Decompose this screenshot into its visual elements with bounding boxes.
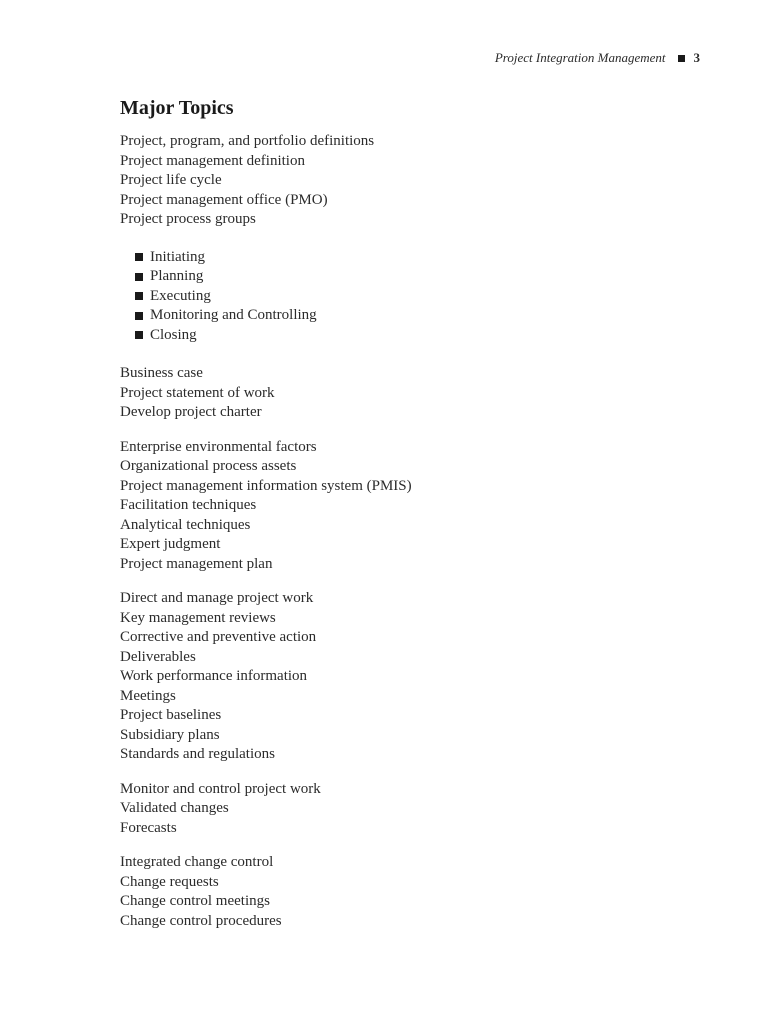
page-content (120, 96, 720, 946)
page-number: 3 (693, 50, 700, 65)
bullet-item (135, 267, 720, 287)
topic-item: Change requests (120, 873, 219, 890)
topic-item: Work performance information (120, 668, 308, 684)
bullet-label: Monitoring and Controlling (150, 307, 317, 323)
topic-item: Change control meetings (120, 893, 270, 909)
page-title: Major Topics (120, 97, 234, 119)
topic-item: Monitor and control project work (120, 780, 321, 797)
topic-item: Analytical techniques (120, 516, 251, 533)
topic-item: Project statement of work (120, 384, 275, 401)
topic-item: Organizational process assets (120, 458, 297, 474)
topic-item: Facilitation techniques (120, 497, 257, 513)
topic-item: Develop project charter (120, 404, 262, 420)
topic-item: Expert judgment (120, 536, 221, 552)
topic-item: Project life cycle (120, 172, 222, 188)
topic-item: Business case (120, 365, 203, 381)
bullet-label: Initiating (150, 248, 205, 265)
process-groups-list (135, 248, 720, 346)
bullet-label: Planning (150, 268, 204, 284)
topic-item: Forecasts (120, 819, 177, 836)
bullet-square-icon (135, 312, 143, 320)
bullet-item (135, 326, 720, 346)
topic-item: Project management office (PMO) (120, 191, 328, 208)
topic-item: Key management reviews (120, 609, 276, 626)
bullet-label: Executing (150, 287, 211, 304)
running-title: Project Integration Management (494, 50, 666, 65)
bullet-square-icon (135, 273, 143, 281)
topic-item: Change control procedures (120, 912, 282, 929)
topic-item: Project management plan (120, 555, 273, 572)
topic-group (120, 853, 720, 931)
bullet-item (135, 287, 720, 307)
bullet-square-icon (135, 331, 143, 339)
topic-group (120, 132, 720, 345)
topic-item: Enterprise environmental factors (120, 438, 317, 455)
bullet-item (135, 306, 720, 326)
topic-item: Project baselines (120, 707, 222, 723)
topic-item: Project, program, and portfolio definitions (120, 133, 375, 149)
topic-item: Corrective and preventive action (120, 629, 317, 645)
topic-group (120, 364, 720, 423)
topic-item: Project management definition (120, 152, 305, 169)
running-header (495, 50, 700, 66)
topic-item: Project management information system (PMIS) (120, 477, 412, 494)
topic-group (120, 438, 720, 575)
topic-item: Deliverables (120, 648, 196, 665)
topic-item: Direct and manage project work (120, 590, 314, 606)
topic-item: Subsidiary plans (120, 726, 220, 743)
topic-item: Standards and regulations (120, 746, 275, 762)
topic-group (120, 780, 720, 839)
bullet-item (135, 248, 720, 268)
topic-item: Integrated change control (120, 854, 274, 870)
separator-square-icon (678, 55, 685, 62)
topic-item: Project process groups (120, 211, 256, 227)
bullet-square-icon (135, 253, 143, 261)
topic-group (120, 589, 720, 765)
bullet-square-icon (135, 292, 143, 300)
topic-item: Meetings (120, 687, 176, 704)
topic-item: Validated changes (120, 800, 229, 816)
bullet-label: Closing (150, 326, 197, 343)
